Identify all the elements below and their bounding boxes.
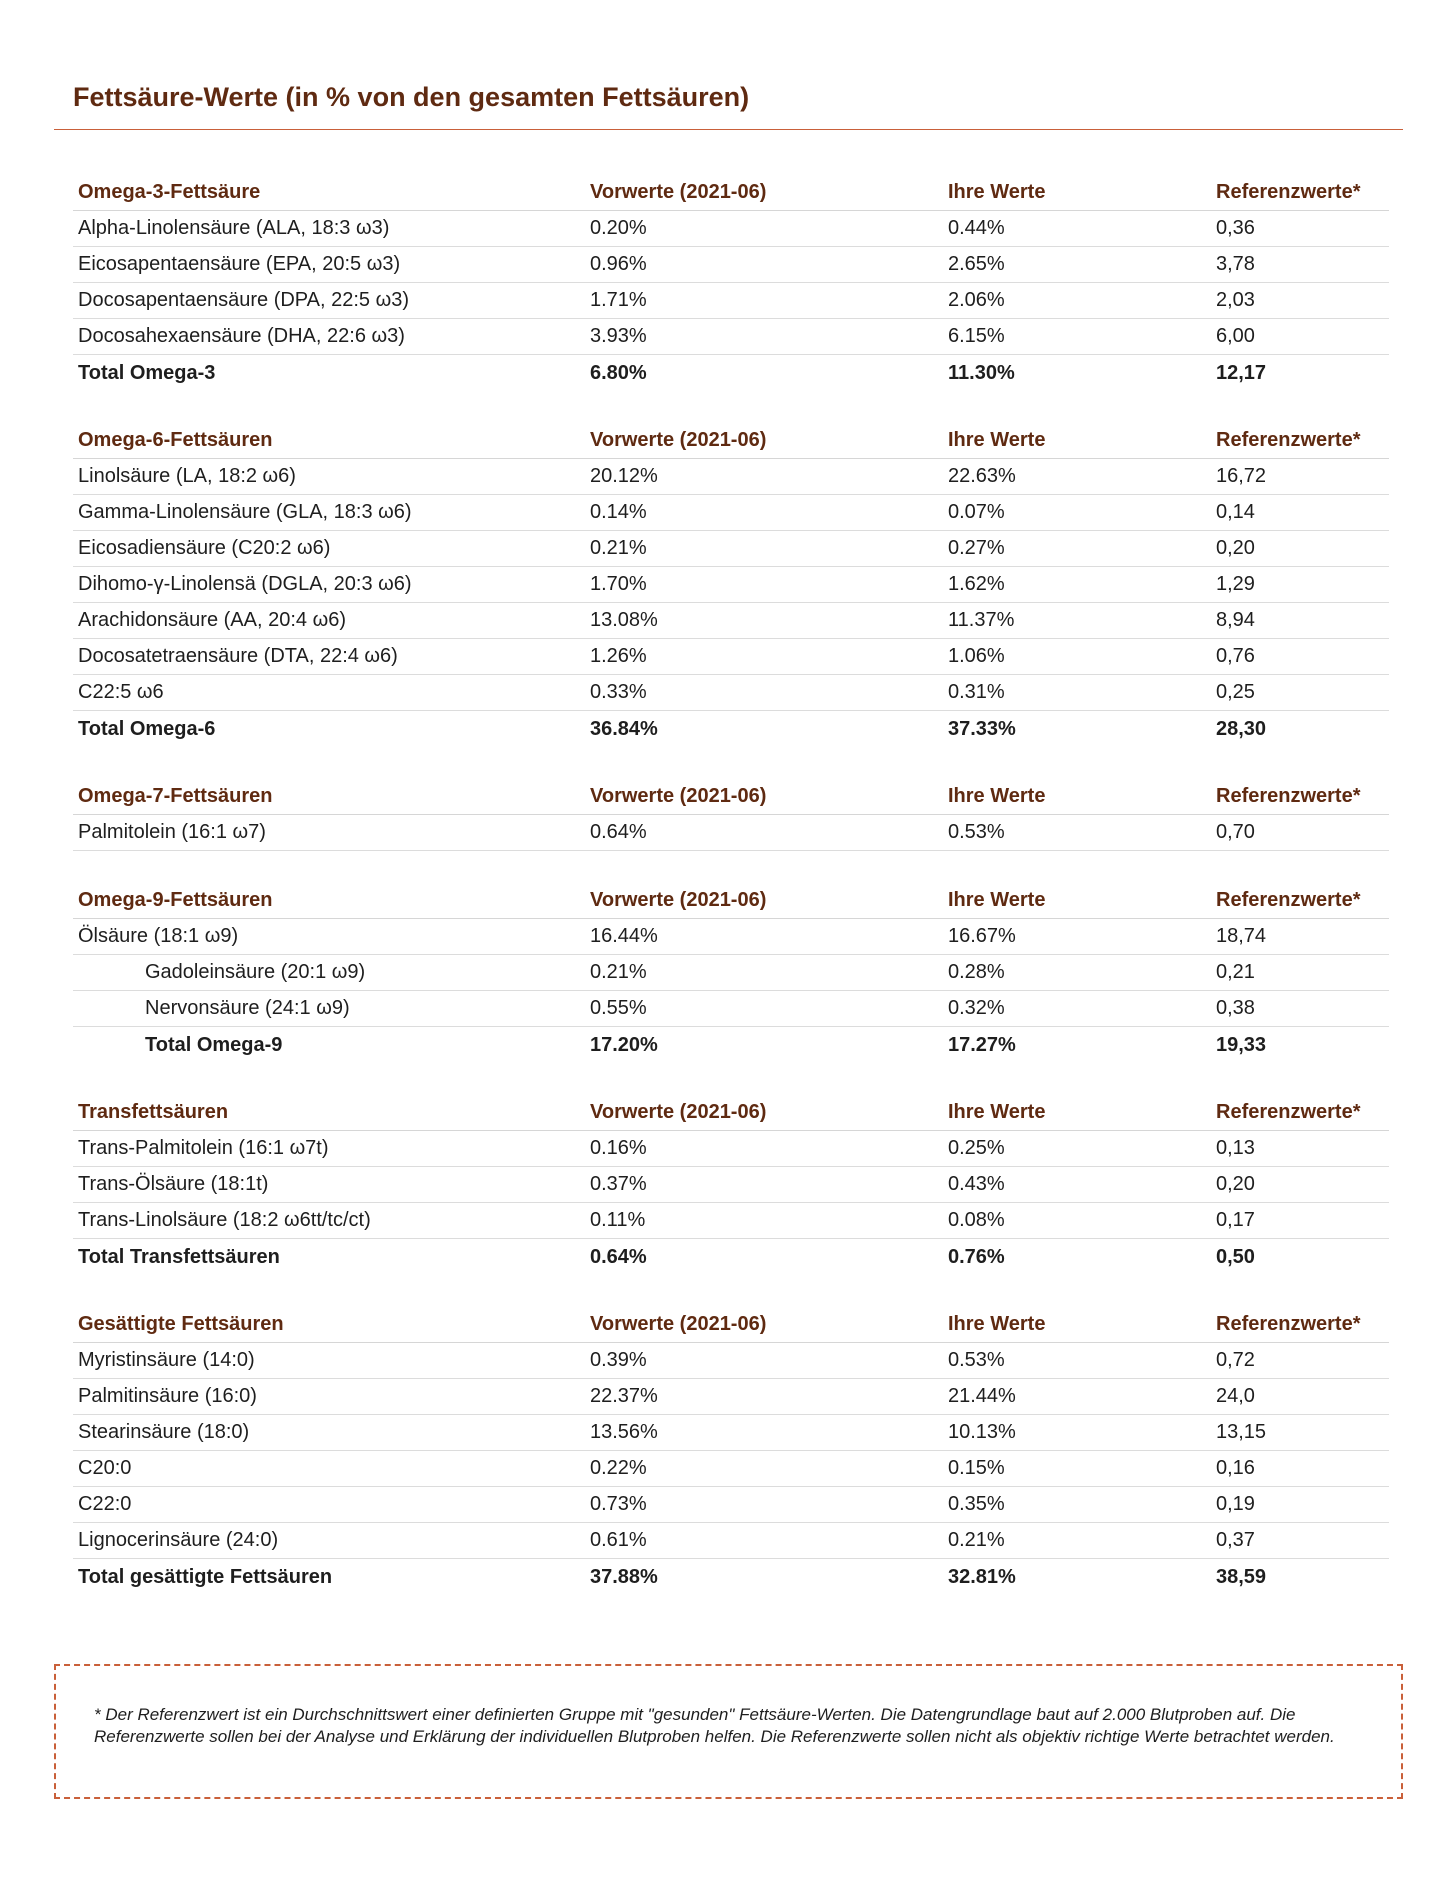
- fatty-acid-name-header: Omega-9-Fettsäuren: [78, 889, 273, 911]
- current-value-cell: 0.25%: [948, 1137, 1005, 1159]
- table-row: [73, 211, 1389, 247]
- current-value-cell: 16.67%: [948, 925, 1016, 947]
- table-section: [73, 779, 1389, 851]
- fatty-acid-name-cell: Palmitinsäure (16:0): [78, 1385, 257, 1407]
- title-divider: [54, 129, 1403, 130]
- reference-value-cell: 0,20: [1216, 1173, 1255, 1195]
- fatty-acid-name-cell: Myristinsäure (14:0): [78, 1349, 255, 1371]
- table-row: [73, 531, 1389, 567]
- table-row: [73, 459, 1389, 495]
- table-row: [73, 1131, 1389, 1167]
- previous-value-cell: 0.73%: [590, 1493, 647, 1515]
- table-header-row: [73, 423, 1389, 459]
- fatty-acid-name-cell: Docosatetraensäure (DTA, 22:4 ω6): [78, 645, 398, 667]
- current-value-cell: 0.32%: [948, 997, 1005, 1019]
- table-section: [73, 1307, 1389, 1595]
- table-row: [73, 1451, 1389, 1487]
- reference-value-cell: 18,74: [1216, 925, 1267, 947]
- current-value-header: Ihre Werte: [948, 181, 1046, 203]
- previous-value-cell: 0.33%: [590, 681, 647, 703]
- current-value-header: Ihre Werte: [948, 429, 1046, 451]
- table-header-row: [73, 883, 1389, 919]
- previous-value-cell: 6.80%: [590, 361, 647, 384]
- current-value-cell: 21.44%: [948, 1385, 1016, 1407]
- current-value-cell: 22.63%: [948, 465, 1016, 487]
- table-header-row: [73, 1095, 1389, 1131]
- reference-value-header: Referenzwerte*: [1216, 889, 1361, 911]
- fatty-acid-name-cell: Alpha-Linolensäure (ALA, 18:3 ω3): [78, 217, 390, 239]
- previous-value-cell: 13.08%: [590, 609, 658, 631]
- reference-value-cell: 13,15: [1216, 1421, 1267, 1443]
- fatty-acid-name-cell: C22:0: [78, 1493, 132, 1515]
- table-total-row: [73, 355, 1389, 391]
- previous-value-cell: 0.11%: [590, 1209, 646, 1231]
- table-total-row: [73, 1559, 1389, 1595]
- current-value-cell: 11.30%: [948, 361, 1015, 384]
- table-row: [73, 639, 1389, 675]
- table-row: [73, 567, 1389, 603]
- fatty-acid-name-cell: Lignocerinsäure (24:0): [78, 1529, 279, 1551]
- fatty-acid-name-cell: Total Omega-6: [78, 717, 216, 740]
- reference-value-cell: 0,19: [1216, 1493, 1255, 1515]
- table-total-row: [73, 711, 1389, 747]
- reference-value-header: Referenzwerte*: [1216, 1313, 1361, 1335]
- fatty-acid-name-cell: Gamma-Linolensäure (GLA, 18:3 ω6): [78, 501, 412, 523]
- reference-value-cell: 0,36: [1216, 217, 1255, 239]
- fatty-acid-name-header: Omega-7-Fettsäuren: [78, 785, 273, 807]
- current-value-cell: 10.13%: [948, 1421, 1016, 1443]
- previous-value-cell: 0.61%: [590, 1529, 647, 1551]
- reference-value-cell: 16,72: [1216, 465, 1267, 487]
- previous-value-cell: 22.37%: [590, 1385, 658, 1407]
- reference-value-cell: 1,29: [1216, 573, 1255, 595]
- table-total-row: [73, 1027, 1389, 1063]
- table-header-row: [73, 1307, 1389, 1343]
- fatty-acid-name-cell: Eicosapentaensäure (EPA, 20:5 ω3): [78, 253, 401, 275]
- table-row: [73, 815, 1389, 851]
- fatty-acid-name-header: Transfettsäuren: [78, 1101, 229, 1123]
- reference-value-cell: 0,25: [1216, 681, 1255, 703]
- footnote-text: * Der Referenzwert ist ein Durchschnittswert einer definierten Gruppe mit "gesunden" Fettsäure-Werten. Die Datengrundlage baut auf 2.000 Blutproben auf. Die Referenzwerte sollen bei der Analyse und Erklärung der individuellen Blutproben helfen. Die Referenzwerte sollen nicht als objektiv richtige Werte betrachtet werden.: [94, 1705, 1335, 1746]
- current-value-cell: 11.37%: [948, 609, 1015, 631]
- previous-value-cell: 16.44%: [590, 925, 658, 947]
- table-section: [73, 175, 1389, 391]
- fatty-acid-name-cell: C22:5 ω6: [78, 681, 164, 703]
- fatty-acid-name-cell: Total Transfettsäuren: [78, 1245, 280, 1268]
- table-section: [73, 423, 1389, 747]
- reference-value-cell: 0,14: [1216, 501, 1255, 523]
- table-row: [73, 1379, 1389, 1415]
- table-row: [73, 1487, 1389, 1523]
- current-value-cell: 2.65%: [948, 253, 1005, 275]
- fatty-acid-name-cell: Trans-Ölsäure (18:1t): [78, 1173, 269, 1195]
- previous-value-cell: 1.71%: [590, 289, 647, 311]
- fatty-acid-name-cell: Docosapentaensäure (DPA, 22:5 ω3): [78, 289, 409, 311]
- fatty-acid-name-header: Omega-3-Fettsäure: [78, 181, 261, 203]
- current-value-cell: 0.35%: [948, 1493, 1005, 1515]
- reference-value-cell: 0,50: [1216, 1245, 1255, 1268]
- previous-value-header: Vorwerte (2021-06): [590, 181, 767, 203]
- reference-value-cell: 0,13: [1216, 1137, 1255, 1159]
- reference-value-cell: 24,0: [1216, 1385, 1255, 1407]
- table-row: [73, 1167, 1389, 1203]
- table-row: [73, 675, 1389, 711]
- reference-value-header: Referenzwerte*: [1216, 1101, 1361, 1123]
- fatty-acid-name-cell: Stearinsäure (18:0): [78, 1421, 250, 1443]
- reference-value-cell: 0,16: [1216, 1457, 1255, 1479]
- current-value-header: Ihre Werte: [948, 1313, 1046, 1335]
- current-value-cell: 1.06%: [948, 645, 1005, 667]
- current-value-cell: 37.33%: [948, 717, 1016, 740]
- previous-value-header: Vorwerte (2021-06): [590, 1101, 767, 1123]
- previous-value-cell: 0.22%: [590, 1457, 647, 1479]
- previous-value-cell: 20.12%: [590, 465, 658, 487]
- current-value-cell: 0.28%: [948, 961, 1005, 983]
- fatty-acid-name-cell: Gadoleinsäure (20:1 ω9): [145, 961, 366, 983]
- previous-value-cell: 1.70%: [590, 573, 647, 595]
- current-value-header: Ihre Werte: [948, 889, 1046, 911]
- footnote-box: [54, 1664, 1403, 1799]
- current-value-cell: 0.07%: [948, 501, 1005, 523]
- previous-value-cell: 0.37%: [590, 1173, 647, 1195]
- table-row: [73, 955, 1389, 991]
- table-row: [73, 991, 1389, 1027]
- fatty-acid-name-cell: Docosahexaensäure (DHA, 22:6 ω3): [78, 325, 405, 347]
- reference-value-cell: 8,94: [1216, 609, 1255, 631]
- reference-value-cell: 0,72: [1216, 1349, 1255, 1371]
- current-value-cell: 0.76%: [948, 1245, 1005, 1268]
- fatty-acid-name-cell: C20:0: [78, 1457, 132, 1479]
- current-value-cell: 6.15%: [948, 325, 1005, 347]
- table-row: [73, 1343, 1389, 1379]
- fatty-acid-tables: [73, 175, 1389, 1627]
- current-value-cell: 0.53%: [948, 1349, 1005, 1371]
- previous-value-cell: 0.96%: [590, 253, 647, 275]
- current-value-cell: 0.53%: [948, 821, 1005, 843]
- previous-value-header: Vorwerte (2021-06): [590, 785, 767, 807]
- fatty-acid-name-cell: Dihomo-γ-Linolensä (DGLA, 20:3 ω6): [78, 573, 412, 595]
- reference-value-cell: 28,30: [1216, 717, 1267, 740]
- fatty-acid-name-header: Gesättigte Fettsäuren: [78, 1313, 284, 1335]
- current-value-cell: 0.27%: [948, 537, 1005, 559]
- table-row: [73, 1523, 1389, 1559]
- previous-value-cell: 0.55%: [590, 997, 647, 1019]
- previous-value-cell: 3.93%: [590, 325, 647, 347]
- previous-value-cell: 0.21%: [590, 537, 647, 559]
- reference-value-cell: 0,76: [1216, 645, 1255, 667]
- current-value-cell: 0.15%: [948, 1457, 1005, 1479]
- current-value-cell: 17.27%: [948, 1033, 1016, 1056]
- fatty-acid-name-cell: Eicosadiensäure (C20:2 ω6): [78, 537, 331, 559]
- reference-value-cell: 0,20: [1216, 537, 1255, 559]
- table-row: [73, 247, 1389, 283]
- reference-value-cell: 0,38: [1216, 997, 1255, 1019]
- fatty-acid-name-cell: Trans-Palmitolein (16:1 ω7t): [78, 1137, 329, 1159]
- previous-value-cell: 0.20%: [590, 217, 647, 239]
- current-value-cell: 2.06%: [948, 289, 1005, 311]
- table-header-row: [73, 779, 1389, 815]
- previous-value-cell: 1.26%: [590, 645, 647, 667]
- previous-value-cell: 0.16%: [590, 1137, 647, 1159]
- fatty-acid-name-cell: Linolsäure (LA, 18:2 ω6): [78, 465, 296, 487]
- reference-value-cell: 6,00: [1216, 325, 1255, 347]
- current-value-cell: 0.08%: [948, 1209, 1005, 1231]
- fatty-acid-name-cell: Nervonsäure (24:1 ω9): [145, 997, 350, 1019]
- current-value-cell: 0.44%: [948, 217, 1005, 239]
- table-row: [73, 495, 1389, 531]
- table-row: [73, 1203, 1389, 1239]
- previous-value-header: Vorwerte (2021-06): [590, 429, 767, 451]
- current-value-cell: 0.31%: [948, 681, 1005, 703]
- table-row: [73, 1415, 1389, 1451]
- table-row: [73, 603, 1389, 639]
- previous-value-cell: 17.20%: [590, 1033, 658, 1056]
- reference-value-cell: 12,17: [1216, 361, 1267, 384]
- table-header-row: [73, 175, 1389, 211]
- previous-value-cell: 36.84%: [590, 717, 658, 740]
- reference-value-cell: 2,03: [1216, 289, 1255, 311]
- previous-value-cell: 0.21%: [590, 961, 647, 983]
- current-value-cell: 0.43%: [948, 1173, 1005, 1195]
- previous-value-cell: 0.14%: [590, 501, 647, 523]
- fatty-acid-name-cell: Ölsäure (18:1 ω9): [78, 925, 239, 947]
- reference-value-cell: 0,37: [1216, 1529, 1255, 1551]
- reference-value-header: Referenzwerte*: [1216, 181, 1361, 203]
- table-total-row: [73, 1239, 1389, 1275]
- reference-value-header: Referenzwerte*: [1216, 429, 1361, 451]
- current-value-cell: 0.21%: [948, 1529, 1005, 1551]
- table-section: [73, 883, 1389, 1063]
- fatty-acid-name-header: Omega-6-Fettsäuren: [78, 429, 273, 451]
- current-value-cell: 1.62%: [948, 573, 1005, 595]
- previous-value-header: Vorwerte (2021-06): [590, 1313, 767, 1335]
- previous-value-cell: 13.56%: [590, 1421, 658, 1443]
- reference-value-cell: 0,21: [1216, 961, 1255, 983]
- fatty-acid-name-cell: Total Omega-3: [78, 361, 216, 384]
- reference-value-cell: 38,59: [1216, 1565, 1267, 1588]
- table-section: [73, 1095, 1389, 1275]
- previous-value-header: Vorwerte (2021-06): [590, 889, 767, 911]
- reference-value-cell: 3,78: [1216, 253, 1255, 275]
- fatty-acid-name-cell: Palmitolein (16:1 ω7): [78, 821, 266, 843]
- reference-value-cell: 19,33: [1216, 1033, 1267, 1056]
- previous-value-cell: 0.64%: [590, 821, 647, 843]
- current-value-header: Ihre Werte: [948, 1101, 1046, 1123]
- fatty-acid-name-cell: Total Omega-9: [145, 1033, 283, 1056]
- fatty-acid-name-cell: Trans-Linolsäure (18:2 ω6tt/tc/ct): [78, 1209, 371, 1231]
- previous-value-cell: 0.39%: [590, 1349, 647, 1371]
- page-title: Fettsäure-Werte (in % von den gesamten Fettsäuren): [73, 82, 750, 112]
- reference-value-cell: 0,17: [1216, 1209, 1255, 1231]
- fatty-acid-name-cell: Arachidonsäure (AA, 20:4 ω6): [78, 609, 346, 631]
- table-row: [73, 319, 1389, 355]
- previous-value-cell: 37.88%: [590, 1565, 658, 1588]
- table-row: [73, 919, 1389, 955]
- reference-value-header: Referenzwerte*: [1216, 785, 1361, 807]
- previous-value-cell: 0.64%: [590, 1245, 647, 1268]
- fatty-acid-name-cell: Total gesättigte Fettsäuren: [78, 1565, 333, 1588]
- current-value-header: Ihre Werte: [948, 785, 1046, 807]
- table-row: [73, 283, 1389, 319]
- reference-value-cell: 0,70: [1216, 821, 1255, 843]
- current-value-cell: 32.81%: [948, 1565, 1016, 1588]
